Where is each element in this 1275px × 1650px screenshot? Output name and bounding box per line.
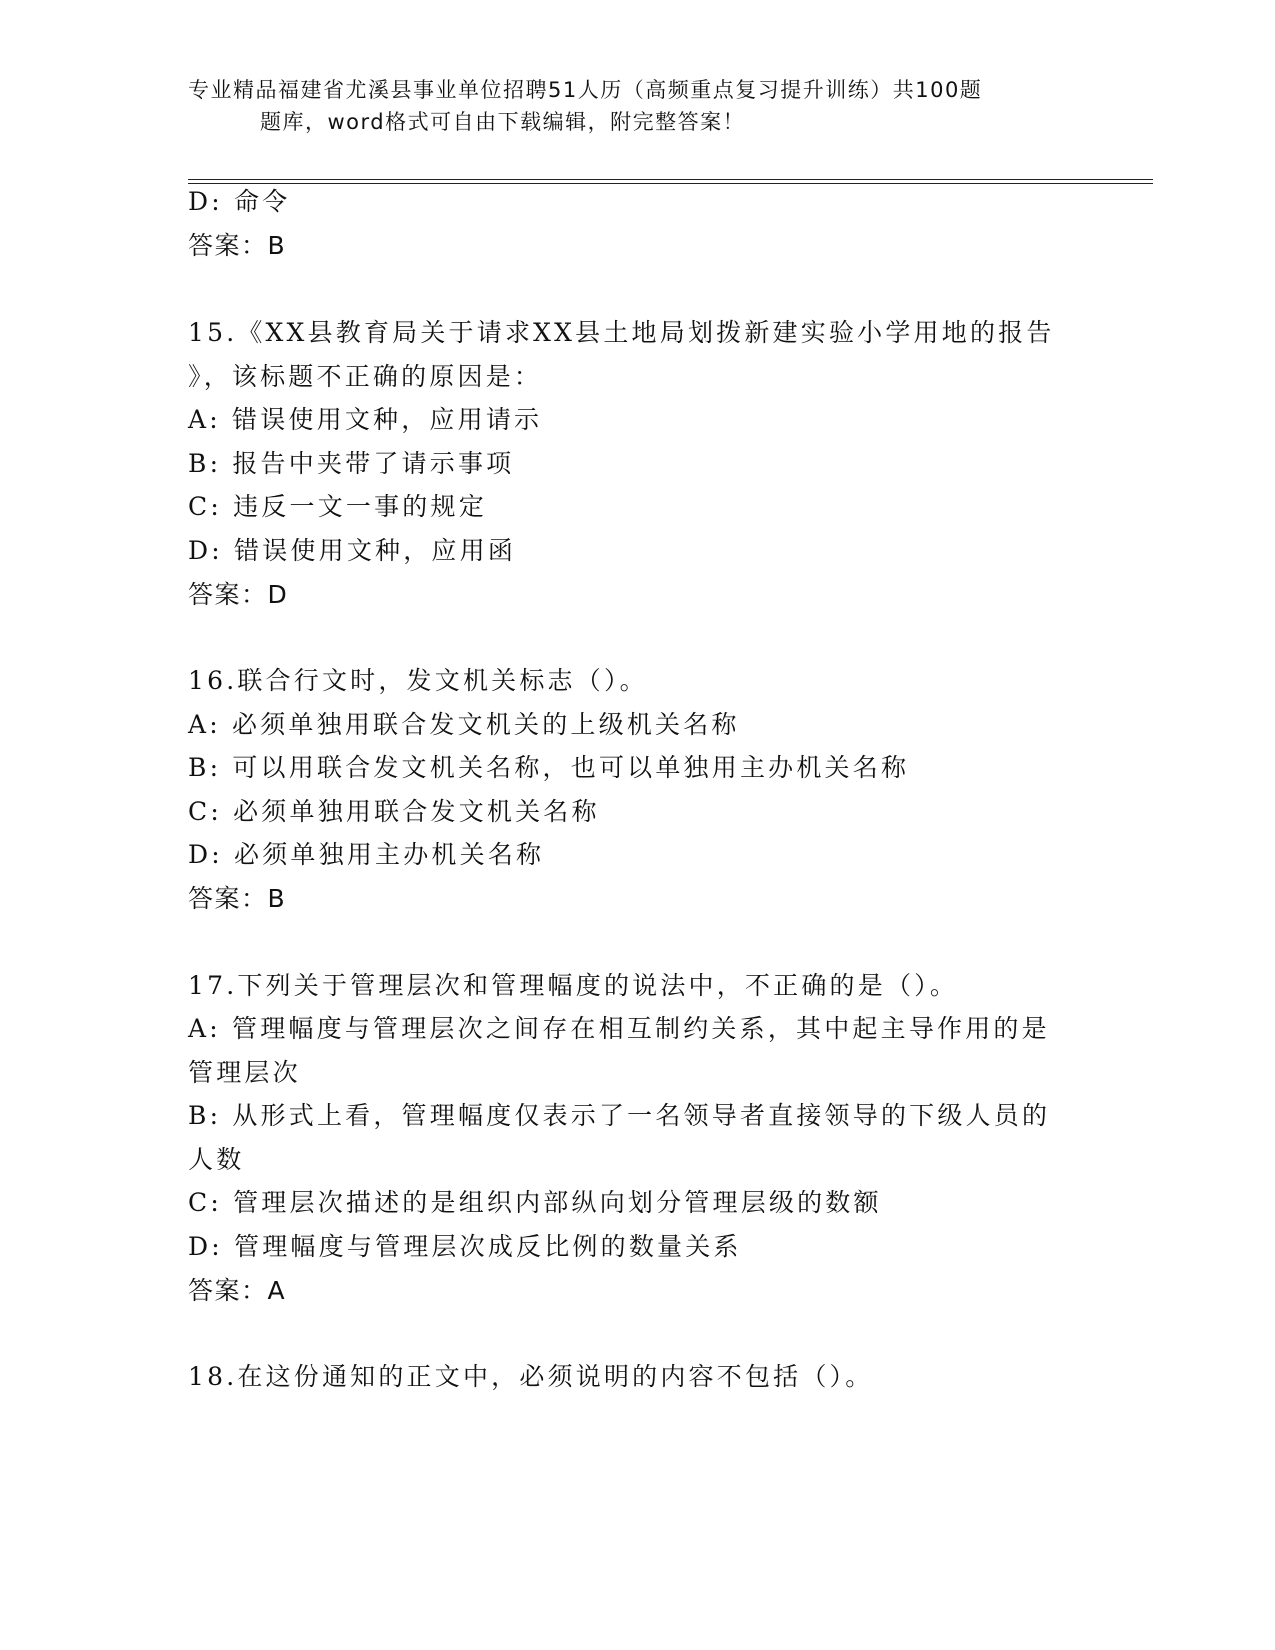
option-line: 管理层次 — [188, 1058, 301, 1087]
answer-line: 答案：D — [188, 580, 289, 609]
option-line: C: 管理层次描述的是组织内部纵向划分管理层级的数额 — [188, 1188, 882, 1217]
option-line: D: 管理幅度与管理层次成反比例的数量关系 — [188, 1232, 742, 1261]
answer-line: 答案：B — [188, 231, 287, 260]
answer-line: 答案：B — [188, 884, 287, 913]
option-line: D: 命令 — [188, 187, 291, 216]
answer-line: 答案：A — [188, 1276, 287, 1305]
question-line: 17.下列关于管理层次和管理幅度的说法中，不正确的是（）。 — [188, 971, 959, 1000]
option-line: B: 可以用联合发文机关名称，也可以单独用主办机关名称 — [188, 753, 910, 782]
option-line: A: 必须单独用联合发文机关的上级机关名称 — [188, 710, 740, 739]
document-header — [188, 74, 1088, 138]
question-line: 16.联合行文时，发文机关标志（）。 — [188, 666, 648, 695]
option-line: A: 管理幅度与管理层次之间存在相互制约关系，其中起主导作用的是 — [188, 1014, 1050, 1043]
option-line: B: 报告中夹带了请示事项 — [188, 449, 515, 478]
option-line: D: 错误使用文种，应用函 — [188, 536, 517, 565]
header-rule-top — [188, 179, 1153, 180]
question-line: 18.在这份通知的正文中，必须说明的内容不包括（）。 — [188, 1362, 874, 1391]
option-line: A: 错误使用文种，应用请示 — [188, 405, 543, 434]
option-line: C: 必须单独用联合发文机关名称 — [188, 797, 600, 826]
option-line: C: 违反一文一事的规定 — [188, 492, 487, 521]
option-line: B: 从形式上看，管理幅度仅表示了一名领导者直接领导的下级人员的 — [188, 1101, 1051, 1130]
option-line: D: 必须单独用主办机关名称 — [188, 840, 545, 869]
question-line: 15.《XX县教育局关于请求XX县土地局划拨新建实验小学用地的报告 — [188, 318, 1055, 347]
header-title-line-2: 题库，word格式可自由下载编辑，附完整答案！ — [260, 110, 746, 134]
question-line: 》，该标题不正确的原因是： — [188, 362, 543, 391]
header-rule-bottom — [188, 183, 1153, 184]
option-line: 人数 — [188, 1145, 245, 1174]
header-title-line-1: 专业精品福建省尤溪县事业单位招聘51人历（高频重点复习提升训练）共100题 — [188, 78, 983, 102]
